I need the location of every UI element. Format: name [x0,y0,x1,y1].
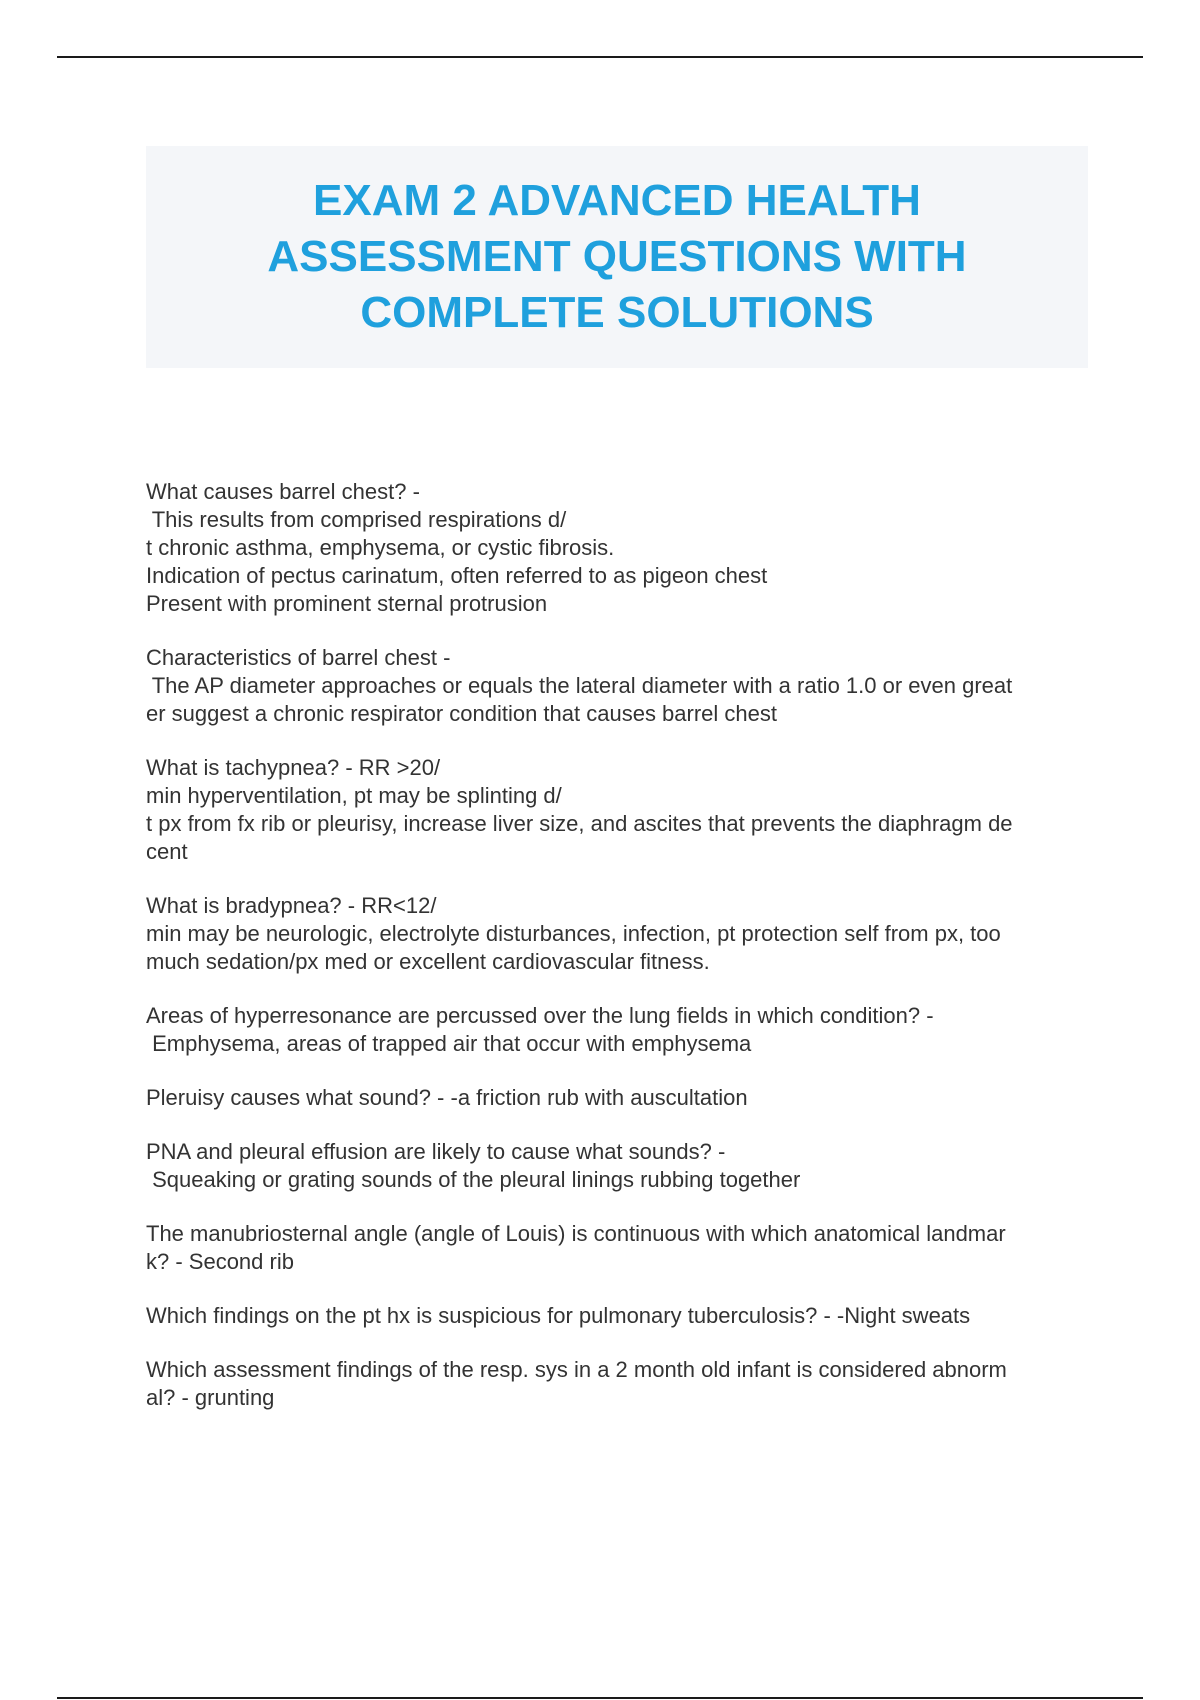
qa-line: min may be neurologic, electrolyte disturbances, infection, pt protection self from px, too [146,921,1001,946]
qa-item [146,1302,1088,1330]
qa-line: Which findings on the pt hx is suspicious for pulmonary tuberculosis? - -Night sweats [146,1303,971,1328]
qa-line: PNA and pleural effusion are likely to cause what sounds? - [146,1139,726,1164]
qa-item [146,478,1088,618]
qa-line: t chronic asthma, emphysema, or cystic fibrosis. [146,535,615,560]
qa-line: The AP diameter approaches or equals the lateral diameter with a ratio 1.0 or even great [146,673,1013,698]
qa-line: min hyperventilation, pt may be splinting d/ [146,783,562,808]
top-rule [57,56,1143,58]
qa-line: This results from comprised respirations d/ [146,507,567,532]
qa-item [146,892,1088,976]
title-banner [146,146,1088,368]
qa-line: The manubriosternal angle (angle of Louis) is continuous with which anatomical landmar [146,1221,1006,1246]
bottom-rule [57,1697,1143,1699]
qa-line: Indication of pectus carinatum, often referred to as pigeon chest [146,563,768,588]
qa-item [146,1084,1088,1112]
qa-line: cent [146,839,188,864]
qa-line: Pleruisy causes what sound? - -a friction rub with auscultation [146,1085,748,1110]
title-line: EXAM 2 ADVANCED HEALTH [313,176,921,225]
qa-line: Emphysema, areas of trapped air that occur with emphysema [146,1031,752,1056]
qa-line: k? - Second rib [146,1249,294,1274]
document-title [177,173,1057,341]
qa-item [146,1220,1088,1276]
qa-line: What causes barrel chest? - [146,479,420,504]
title-line: COMPLETE SOLUTIONS [360,288,874,337]
qa-line: al? - grunting [146,1385,275,1410]
qa-item [146,1356,1088,1412]
qa-item [146,644,1088,728]
qa-item [146,754,1088,866]
qa-line: Areas of hyperresonance are percussed over the lung fields in which condition? - [146,1003,934,1028]
qa-line: What is tachypnea? - RR >20/ [146,755,441,780]
qa-item [146,1002,1088,1058]
qa-line: Characteristics of barrel chest - [146,645,451,670]
qa-line: What is bradypnea? - RR<12/ [146,893,437,918]
qa-line: Squeaking or grating sounds of the pleural linings rubbing together [146,1167,801,1192]
qa-line: Which assessment findings of the resp. sys in a 2 month old infant is considered abnorm [146,1357,1007,1382]
qa-line: much sedation/px med or excellent cardiovascular fitness. [146,949,710,974]
qa-line: Present with prominent sternal protrusion [146,591,548,616]
qa-line: t px from fx rib or pleurisy, increase liver size, and ascites that prevents the diaphragm de [146,811,1013,836]
qa-list [146,478,1088,1438]
qa-item [146,1138,1088,1194]
title-line: ASSESSMENT QUESTIONS WITH [267,232,967,281]
qa-line: er suggest a chronic respirator condition that causes barrel chest [146,701,777,726]
